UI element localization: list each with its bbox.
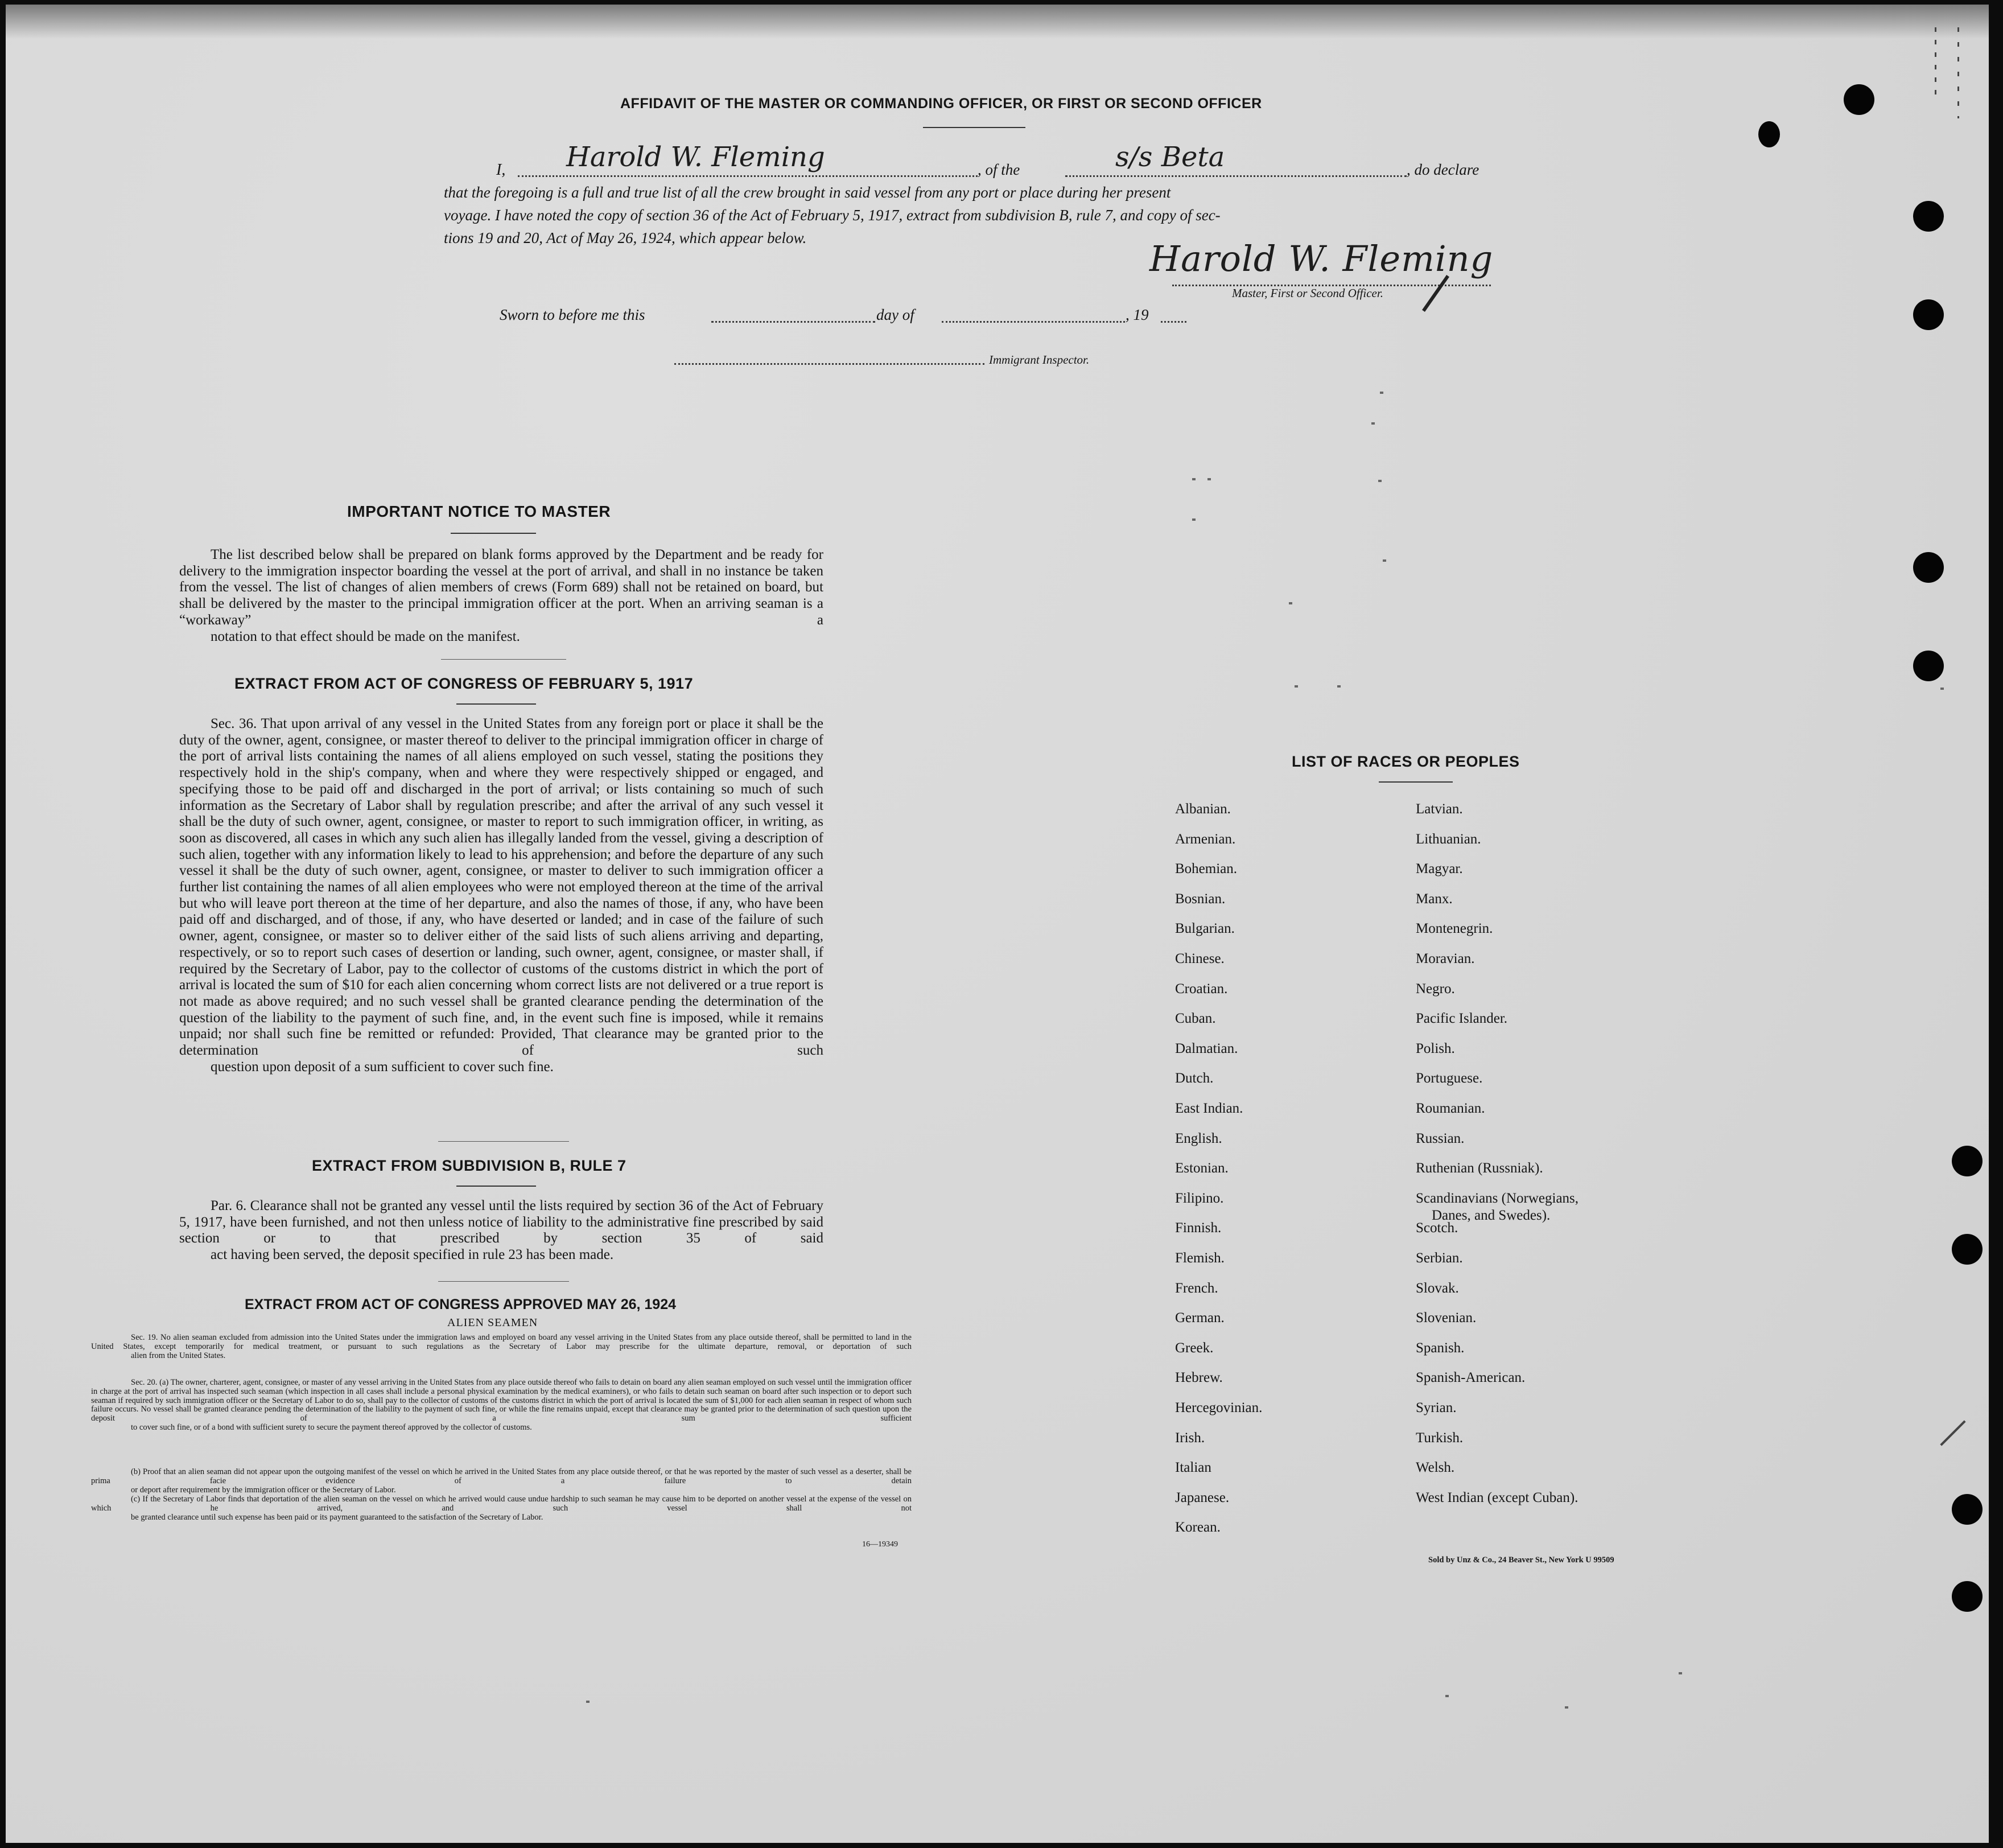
- race-item: Slovak.: [1416, 1280, 1459, 1296]
- scan-speck: [1337, 685, 1341, 688]
- race-item: Japanese.: [1175, 1489, 1230, 1505]
- race-item: French.: [1175, 1280, 1218, 1296]
- scan-speck: [1289, 602, 1292, 604]
- section-divider: [438, 1281, 569, 1282]
- race-item: Portuguese.: [1416, 1071, 1483, 1086]
- officer-name-field[interactable]: Harold W. Fleming: [566, 141, 825, 173]
- race-item: Hercegovinian.: [1175, 1400, 1263, 1415]
- extract-1917-body-last: question upon deposit of a sum sufficient to cover such fine.: [211, 1059, 554, 1075]
- inspector-caption: Immigrant Inspector.: [989, 353, 1090, 367]
- scan-speck: [1378, 480, 1382, 482]
- punch-hole: [1952, 1581, 1983, 1612]
- scan-speck: [1565, 1706, 1568, 1709]
- race-item: Armenian.: [1175, 831, 1236, 847]
- sec20b-body: (b) Proof that an alien seaman did not appear upon the outgoing manifest of the vessel on which he arrived in the United States from any place outside thereof, or that he was reported by the master of such vessel as a deserter, shall be prima facie evidence of a failure to detain or deport after requirement by the immigration officer or the Secretary of Labor.: [91, 1467, 912, 1495]
- race-item: Dutch.: [1175, 1071, 1214, 1086]
- affidavit-line-1: that the foregoing is a full and true list of all the crew brought in said vessel from any port or place during her present: [444, 184, 1171, 201]
- race-item: Magyar.: [1416, 861, 1463, 877]
- race-item: Scotch.: [1416, 1220, 1458, 1236]
- sworn-date-line: [711, 321, 875, 323]
- extract-1924-subtitle: ALIEN SEAMEN: [447, 1316, 538, 1329]
- scan-speck: [1445, 1695, 1449, 1697]
- race-item: Italian: [1175, 1460, 1211, 1476]
- sec20c-body: (c) If the Secretary of Labor finds that deportation of the alien seaman on the vessel on which he arrived would cause undue hardship to such seaman he may cause him to be deported on another vessel at the expense of the vessel on which he arrived, and such vessel shall not be granted clearance until such expense has been paid or its payment guaranteed to the satisfaction of the Secretary of Labor.: [91, 1495, 912, 1522]
- notice-body-last: notation to that effect should be made on the manifest.: [211, 628, 520, 644]
- race-item: Ruthenian (Russniak).: [1416, 1160, 1543, 1176]
- race-item: Hebrew.: [1175, 1370, 1223, 1386]
- do-declare-label: , do declare: [1407, 161, 1479, 178]
- race-item: Roumanian.: [1416, 1101, 1485, 1116]
- sec20c-body-last: be granted clearance until such expense has been paid or its payment guaranteed to the satisfaction of the Secretary of Labor.: [131, 1512, 543, 1522]
- pencil-mark: [1935, 27, 1936, 101]
- title-rule: [923, 127, 1025, 128]
- race-item: Moravian.: [1416, 951, 1475, 966]
- of-the-label: , of the: [978, 161, 1020, 178]
- scan-speck: [1295, 685, 1298, 688]
- race-item: Russian.: [1416, 1130, 1465, 1146]
- signature-caption: Master, First or Second Officer.: [1232, 286, 1383, 300]
- races-title: LIST OF RACES OR PEOPLES: [1292, 753, 1520, 770]
- punch-hole: [1913, 299, 1944, 330]
- race-item: Bosnian.: [1175, 891, 1226, 907]
- races-rule: [1379, 781, 1453, 783]
- punch-hole: [1952, 1234, 1983, 1265]
- race-item: Spanish.: [1416, 1340, 1465, 1356]
- race-item: Croatian.: [1175, 981, 1228, 997]
- inspector-line: [674, 363, 984, 365]
- form-page: [6, 5, 1989, 1843]
- i-label: I,: [496, 161, 506, 179]
- scan-speck: [1679, 1672, 1682, 1674]
- affidavit-line-2: voyage. I have noted the copy of section 36 of the Act of February 5, 1917, extract from subdivision B, rule 7, and copy of sec-: [444, 207, 1221, 224]
- race-item: Scandinavians (Norwegians,: [1416, 1190, 1579, 1206]
- race-item: Greek.: [1175, 1340, 1214, 1356]
- punch-hole: [1913, 201, 1944, 232]
- race-item: Danes, and Swedes).: [1432, 1207, 1551, 1223]
- officer-signature: Harold W. Fleming: [1149, 238, 1494, 279]
- sec20b-body-last: or deport after requirement by the immigration officer or the Secretary of Labor.: [131, 1485, 396, 1495]
- race-item: Irish.: [1175, 1430, 1205, 1446]
- affidavit-line-3: tions 19 and 20, Act of May 26, 1924, which appear below.: [444, 229, 807, 246]
- race-item: Lithuanian.: [1416, 831, 1481, 847]
- race-item: Montenegrin.: [1416, 921, 1493, 937]
- race-item: Bohemian.: [1175, 861, 1238, 877]
- race-item: Estonian.: [1175, 1160, 1229, 1176]
- scan-speck: [1380, 392, 1383, 394]
- race-item: Latvian.: [1416, 801, 1463, 817]
- notice-title: IMPORTANT NOTICE TO MASTER: [347, 503, 611, 520]
- signature-flourish: [1422, 275, 1449, 312]
- race-item: Cuban.: [1175, 1011, 1216, 1027]
- notice-rule: [451, 533, 536, 534]
- affidavit-title: AFFIDAVIT OF THE MASTER OR COMMANDING OFFICER, OR FIRST OR SECOND OFFICER: [620, 96, 1262, 112]
- race-item: Korean.: [1175, 1520, 1221, 1536]
- day-of-label: day of: [876, 306, 914, 323]
- sec20a-body-last: to cover such fine, or of a bond with sufficient surety to secure the payment thereof approved by the collector of customs.: [131, 1422, 532, 1432]
- scan-speck: [1940, 688, 1944, 690]
- scan-speck: [586, 1701, 590, 1703]
- punch-hole: [1952, 1494, 1983, 1525]
- sworn-year-line: [1161, 321, 1186, 323]
- race-item: Negro.: [1416, 981, 1455, 997]
- scan-speck: [1192, 478, 1196, 480]
- race-item: German.: [1175, 1310, 1225, 1326]
- race-item: Manx.: [1416, 891, 1453, 907]
- race-item: Filipino.: [1175, 1190, 1224, 1206]
- scan-speck: [1192, 518, 1196, 521]
- scan-speck: [1371, 422, 1375, 425]
- punch-hole: [1913, 651, 1944, 681]
- sec19-body: Sec. 19. No alien seaman excluded from admission into the United States under the immigration laws and employed on board any vessel arriving in the United States from any place outside thereof, shall be permitted to land in the United States, except temporarily for medical treatment, or pursuant to such regulations as the Secretary of Labor may prescribe for the ultimate departure, removal, or deportation of such alien from the United States.: [91, 1333, 912, 1360]
- sec19-body-last: alien from the United States.: [131, 1351, 226, 1360]
- race-item: Bulgarian.: [1175, 921, 1235, 937]
- punch-hole: [1758, 121, 1780, 147]
- section-divider: [441, 659, 566, 660]
- race-item: Flemish.: [1175, 1250, 1225, 1266]
- race-item: East Indian.: [1175, 1101, 1243, 1116]
- officer-name-line: [518, 175, 978, 177]
- notice-body: The list described below shall be prepared on blank forms approved by the Department and be ready for delivery to the immigration inspector boarding the vessel at the port of arrival, and shall in no instance be taken from the vessel. The list of changes of alien members of crews (Form 689) shall not be retained on board, but shall be delivered by the master to the principal immigration officer at the port. When an arriving seaman is a “workaway” a notation to that effect should be made on the manifest.: [179, 547, 823, 644]
- race-item: Dalmatian.: [1175, 1040, 1238, 1056]
- year-label: , 19: [1126, 306, 1149, 323]
- race-item: Albanian.: [1175, 801, 1231, 817]
- race-item: Syrian.: [1416, 1400, 1457, 1415]
- punch-hole: [1844, 84, 1874, 115]
- scan-speck: [1383, 559, 1386, 562]
- scan-speck: [1207, 478, 1211, 480]
- extract-1917-title: EXTRACT FROM ACT OF CONGRESS OF FEBRUARY 5, 1917: [234, 675, 694, 692]
- race-item: English.: [1175, 1130, 1222, 1146]
- extract-rule7-rule: [456, 1186, 536, 1187]
- race-item: Finnish.: [1175, 1220, 1222, 1236]
- sec20a-body: Sec. 20. (a) The owner, charterer, agent, consignee, or master of any vessel arriving in the United States from any place outside thereof who fails to detain on board any alien seaman employed on such vessel until the immigration officer in charge at the port of arrival has inspected such seaman (which inspection in all cases shall include a personal physical examination by the medical examiners), or who fails to detain such seaman on board after such inspection or to deport such seaman if required by such immigration officer or the Secretary of Labor to do so, shall pay to the collector of customs of the customs district in which the port of arrival is located the sum of $1,000 for each alien seaman in respect of whom such failure occurs. No vessel shall be granted clearance pending the determination of the liability to the payment of such fine, or while the fine remains unpaid, except that clearance may be granted prior to the determination of such question upon the deposit of a sum sufficient to cover such fine, or of a bond with sufficient surety to secure the payment thereof approved by the collector of customs.: [91, 1378, 912, 1432]
- pencil-mark: [1957, 27, 1959, 118]
- race-item: Slovenian.: [1416, 1310, 1477, 1326]
- extract-1917-rule: [456, 703, 536, 705]
- race-item: Pacific Islander.: [1416, 1011, 1508, 1027]
- race-item: Serbian.: [1416, 1250, 1463, 1266]
- printer-credit: Sold by Unz & Co., 24 Beaver St., New York U 99509: [1428, 1555, 1614, 1565]
- top-edge-shadow: [6, 5, 1989, 39]
- race-item: West Indian (except Cuban).: [1416, 1489, 1579, 1505]
- race-item: Chinese.: [1175, 951, 1225, 966]
- extract-1924-title: EXTRACT FROM ACT OF CONGRESS APPROVED MAY 26, 1924: [245, 1297, 677, 1312]
- extract-1917-body: Sec. 36. That upon arrival of any vessel in the United States from any foreign port or place it shall be the duty of the owner, agent, consignee, or master thereof to deliver to the principal immigration officer in charge of the port of arrival lists containing the names of all aliens employed on such vessel, stating the positions they respectively hold in the ship's company, when and where they were respectively shipped or engaged, and specifying those to be paid off and discharged in the port of arrival; or lists containing so much of such information as the Secretary of Labor shall by regulation prescribe; and after the arrival of any such vessel it shall be the duty of such owner, agent, consignee, or master to report to such immigration officer, in writing, as soon as discovered, all cases in which any such alien has illegally landed from the vessel, giving a description of such alien, together with any information likely to lead to his apprehension; and before the departure of any such vessel it shall be the duty of such owner, agent, consignee, or master to deliver to such immigration officer a further list containing the names of all alien employees who were not employed thereon at the time of the arrival but who will leave port thereon at the time of her departure, and also the names of those, if any, who have been paid off and discharged, and of those, if any, who have deserted or landed; and in case of the failure of such owner, agent, consignee, or master so to deliver either of the said lists of such aliens arriving and departing, respectively, or so to report such cases of desertion or landing, such owner, agent, consignee, or master shall, if required by the Secretary of Labor, pay to the collector of customs of the customs district in which the port of arrival is located the sum of $10 for each alien concerning whom correct lists are not delivered or a true report is not made as above required; and no such vessel shall be granted clearance pending the determination of the question of the liability to the payment of such fine, and, in the event such fine is imposed, while it remains unpaid; nor shall such fine be remitted or refunded: Provided, That clearance may be granted prior to the determination of such question upon deposit of a sum sufficient to cover such fine.: [179, 716, 823, 1075]
- extract-rule7-body-last: act having been served, the deposit specified in rule 23 has been made.: [211, 1247, 614, 1263]
- race-item: Polish.: [1416, 1040, 1455, 1056]
- form-number: 16—19349: [862, 1540, 898, 1549]
- vessel-name-field[interactable]: s/s Beta: [1115, 141, 1225, 173]
- punch-hole: [1913, 552, 1944, 583]
- sworn-month-line: [942, 321, 1125, 323]
- vessel-name-line: [1065, 175, 1407, 177]
- extract-rule7-body: Par. 6. Clearance shall not be granted any vessel until the lists required by section 36 of the Act of February 5, 1917, have been furnished, and not then unless notice of liability to the administrative fine prescribed by said section or to that prescribed by section 35 of said act having been served, the deposit specified in rule 23 has been made.: [179, 1198, 823, 1263]
- pencil-mark: [1940, 1420, 1965, 1446]
- extract-rule7-title: EXTRACT FROM SUBDIVISION B, RULE 7: [312, 1157, 627, 1174]
- punch-hole: [1952, 1146, 1983, 1176]
- section-divider: [438, 1141, 569, 1142]
- race-item: Spanish-American.: [1416, 1370, 1526, 1386]
- race-item: Turkish.: [1416, 1430, 1464, 1446]
- sworn-label: Sworn to before me this: [500, 306, 645, 323]
- race-item: Welsh.: [1416, 1460, 1455, 1476]
